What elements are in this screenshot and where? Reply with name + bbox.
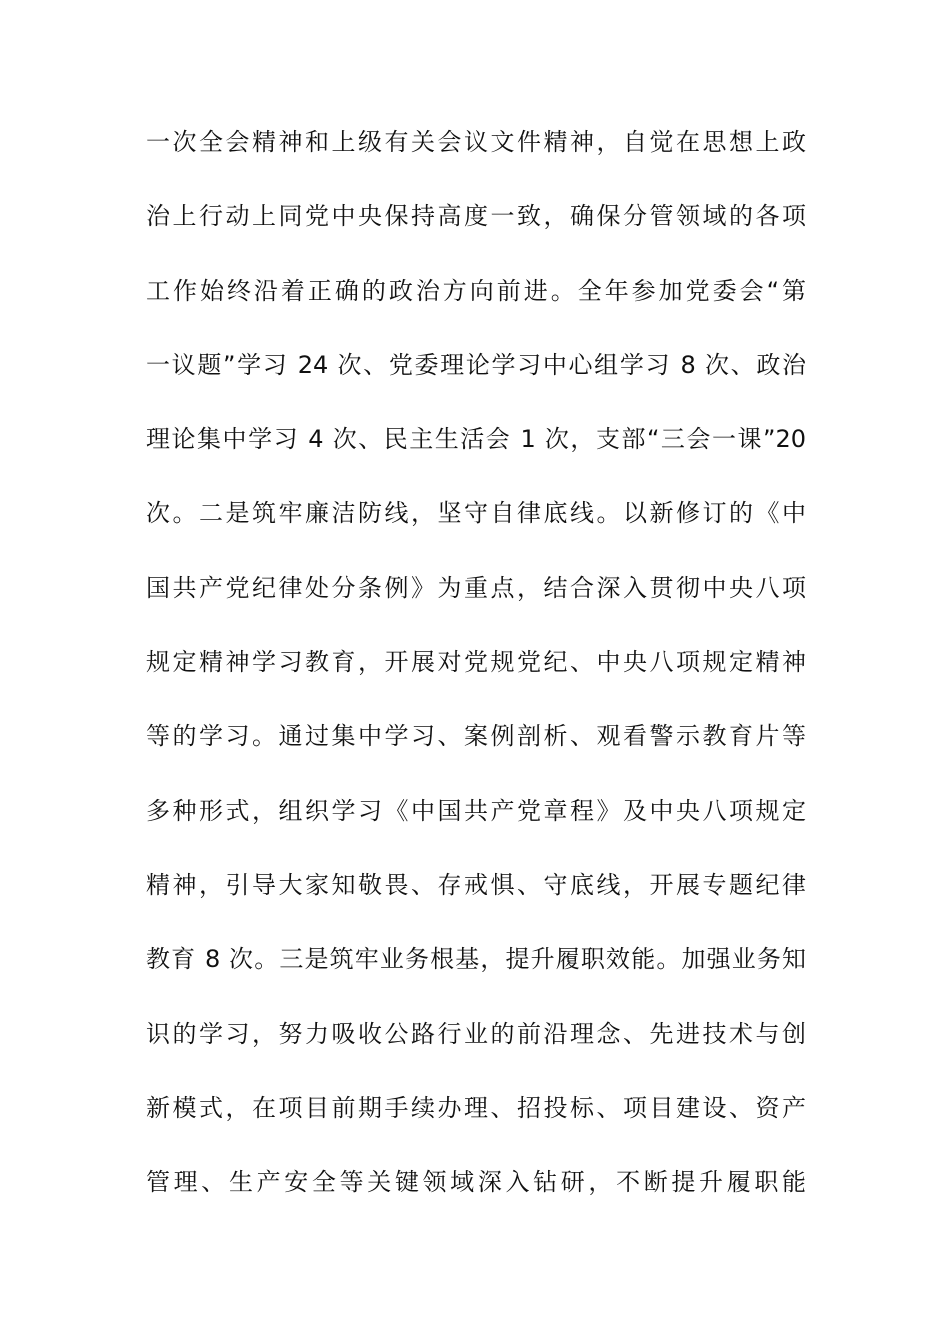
text-line: 规定精神学习教育，开展对党规党纪、中央八项规定精神	[146, 648, 806, 677]
text-line: 工作始终沿着正确的政治方向前进。全年参加党委会“第	[146, 276, 806, 305]
text-line: 次。二是筑牢廉洁防线，坚守自律底线。以新修订的《中	[146, 499, 806, 528]
text-line: 多种形式，组织学习《中国共产党章程》及中央八项规定	[146, 796, 806, 825]
text-line: 国共产党纪律处分条例》为重点，结合深入贯彻中央八项	[146, 573, 806, 602]
text-line: 识的学习，努力吸收公路行业的前沿理念、先进技术与创	[146, 1019, 806, 1048]
text-line: 治上行动上同党中央保持高度一致，确保分管领域的各项	[146, 202, 806, 231]
text-line: 一议题”学习 24 次、党委理论学习中心组学习 8 次、政治	[146, 350, 806, 379]
text-line: 一次全会精神和上级有关会议文件精神，自觉在思想上政	[146, 128, 806, 156]
document-body	[146, 105, 806, 1219]
text-line: 等的学习。通过集中学习、案例剖析、观看警示教育片等	[146, 722, 806, 751]
text-line: 理论集中学习 4 次、民主生活会 1 次，支部“三会一课”20	[146, 425, 806, 454]
text-line: 新模式，在项目前期手续办理、招投标、项目建设、资产	[146, 1093, 806, 1122]
text-line: 管理、生产安全等关键领域深入钻研，不断提升履职能	[146, 1168, 806, 1197]
text-line: 精神，引导大家知敬畏、存戒惧、守底线，开展专题纪律	[146, 870, 806, 899]
text-line: 教育 8 次。三是筑牢业务根基，提升履职效能。加强业务知	[146, 945, 806, 974]
